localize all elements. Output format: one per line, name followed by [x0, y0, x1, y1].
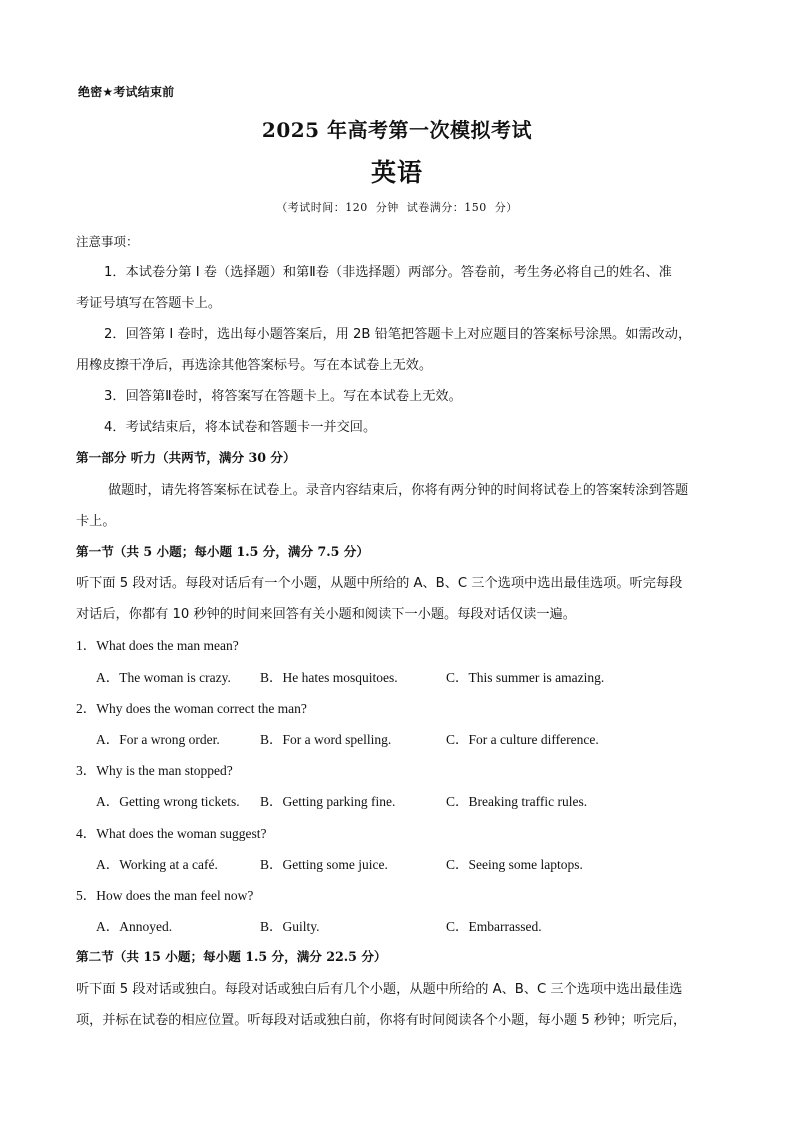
question-4-option-b: B．Getting some juice.	[260, 857, 388, 872]
notice-item-1-line-2: 考证号填写在答题卡上。	[76, 296, 222, 311]
section-2-intro-line-2: 项，并标在试卷的相应位置。听每段对话或独白前，你将有时间阅读各个小题，每小题 5 秒钟；听完后，	[76, 1013, 687, 1028]
question-2-option-c: C．For a culture difference.	[446, 732, 599, 747]
notice-item-1-line-1: 1．本试卷分第 I 卷（选择题）和第Ⅱ卷（非选择题）两部分。答卷前，考生务必将自己的姓名、准	[104, 265, 672, 280]
question-3-option-c: C．Breaking traffic rules.	[446, 794, 588, 809]
section-2-intro-line-1: 听下面 5 段对话或独白。每段对话或独白后有几个小题，从题中所给的 A、B、C 三个选项中选出最佳选	[76, 982, 683, 997]
part-1-heading: 第一部分 听力（共两节，满分 30 分）	[76, 450, 296, 465]
question-3-option-a: A．Getting wrong tickets.	[96, 794, 240, 809]
question-4-stem: 4．What does the woman suggest?	[76, 826, 267, 841]
question-4-option-a: A．Working at a café.	[96, 857, 218, 872]
question-1-option-b: B．He hates mosquitoes.	[260, 670, 398, 685]
notice-item-3: 3．回答第Ⅱ卷时，将答案写在答题卡上。写在本试卷上无效。	[104, 389, 462, 404]
question-1-stem: 1．What does the man mean?	[76, 638, 239, 653]
part-1-intro-line-2: 卡上。	[76, 514, 116, 529]
notice-item-2-line-2: 用橡皮擦干净后，再选涂其他答案标号。写在本试卷上无效。	[76, 358, 433, 373]
question-1-option-a: A．The woman is crazy.	[96, 670, 231, 685]
notice-item-2-line-1: 2．回答第 I 卷时，选出每小题答案后，用 2B 铅笔把答题卡上对应题目的答案标号涂黑。如需改动，	[104, 327, 692, 342]
question-3-option-b: B．Getting parking fine.	[260, 794, 396, 809]
section-1-heading: 第一节（共 5 小题；每小题 1.5 分，满分 7.5 分）	[76, 544, 369, 559]
section-1-intro-line-1: 听下面 5 段对话。每段对话后有一个小题，从题中所给的 A、B、C 三个选项中选出最佳选项。听完每段	[76, 576, 683, 591]
question-2-stem: 2．Why does the woman correct the man?	[76, 701, 307, 716]
notice-heading: 注意事项：	[76, 234, 139, 249]
question-4-option-c: C．Seeing some laptops.	[446, 857, 583, 872]
question-3-stem: 3．Why is the man stopped?	[76, 763, 233, 778]
exam-info: （考试时间：120 分钟 试卷满分：150 分）	[276, 201, 518, 214]
confidential-label: 绝密★考试结束前	[78, 85, 175, 99]
question-2-option-b: B．For a word spelling.	[260, 732, 392, 747]
question-5-option-a: A．Annoyed.	[96, 919, 173, 934]
part-1-intro-line-1: 做题时，请先将答案标在试卷上。录音内容结束后，你将有两分钟的时间将试卷上的答案转涂到答题	[108, 483, 689, 498]
question-5-stem: 5．How does the man feel now?	[76, 888, 254, 903]
notice-item-4: 4．考试结束后，将本试卷和答题卡一并交回。	[104, 420, 377, 435]
question-2-option-a: A．For a wrong order.	[96, 732, 220, 747]
subject-title: 英语	[370, 158, 423, 187]
question-5-option-b: B．Guilty.	[260, 919, 320, 934]
question-1-option-c: C．This summer is amazing.	[446, 670, 605, 685]
question-5-option-c: C．Embarrassed.	[446, 919, 542, 934]
section-2-heading: 第二节（共 15 小题；每小题 1.5 分，满分 22.5 分）	[76, 949, 387, 964]
exam-title: 2025 年高考第一次模拟考试	[261, 118, 533, 142]
section-1-intro-line-2: 对话后，你都有 10 秒钟的时间来回答有关小题和阅读下一小题。每段对话仅读一遍。	[76, 607, 576, 622]
